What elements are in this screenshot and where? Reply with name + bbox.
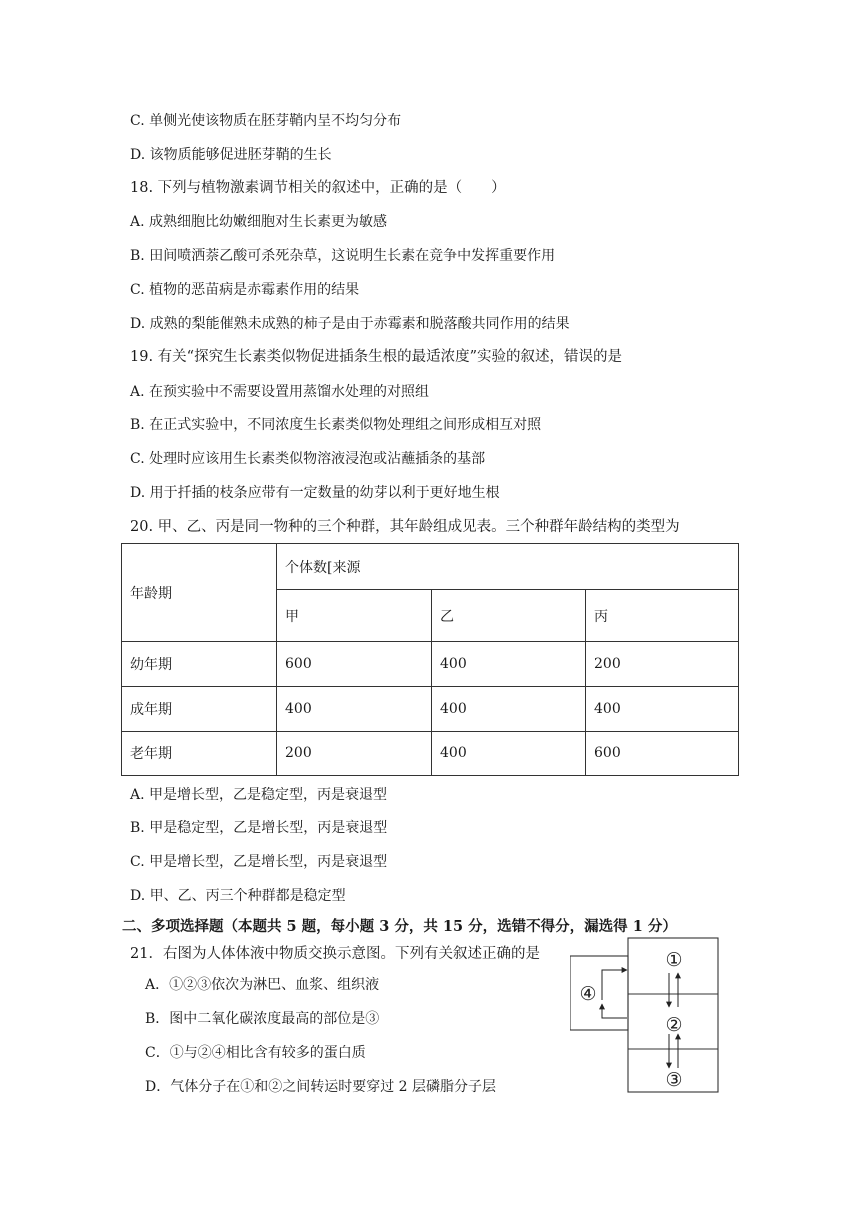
q21-option-c: C．①与②④相比含有较多的蛋白质 bbox=[145, 1045, 366, 1061]
table-cell: 600 bbox=[277, 642, 432, 686]
table-group-header: 个体数[来源 bbox=[277, 544, 739, 590]
q18-option-c: C. 植物的恶苗病是赤霉素作用的结果 bbox=[130, 282, 360, 298]
q18-option-b: B. 田间喷洒萘乙酸可杀死杂草，这说明生长素在竞争中发挥重要作用 bbox=[130, 248, 556, 264]
table-cell: 400 bbox=[432, 731, 586, 775]
q21-option-d: D．气体分子在①和②之间转运时要穿过 2 层磷脂分子层 bbox=[145, 1079, 497, 1095]
q18-option-d: D. 成熟的梨能催熟未成熟的柿子是由于赤霉素和脱落酸共同作用的结果 bbox=[130, 316, 570, 332]
table-cell: 600 bbox=[586, 731, 739, 775]
arrow-4-to-1 bbox=[602, 970, 627, 1000]
q17-option-d: D. 该物质能够促进胚芽鞘的生长 bbox=[130, 147, 332, 163]
q19-stem: 19. 有关“探究生长素类似物促进插条生根的最适浓度”实验的叙述，错误的是 bbox=[130, 349, 622, 365]
q18-stem: 18. 下列与植物激素调节相关的叙述中，正确的是（ ） bbox=[130, 180, 506, 196]
q21-option-a: A．①②③依次为淋巴、血浆、组织液 bbox=[145, 977, 380, 993]
table-col-header: 乙 bbox=[432, 590, 586, 642]
table-cell: 400 bbox=[432, 686, 586, 731]
q18-option-a: A. 成熟细胞比幼嫩细胞对生长素更为敏感 bbox=[130, 214, 388, 230]
table-cell: 400 bbox=[432, 642, 586, 686]
table-cell: 400 bbox=[586, 686, 739, 731]
table-cell: 200 bbox=[277, 731, 432, 775]
q20-option-d: D. 甲、乙、丙三个种群都是稳定型 bbox=[130, 888, 346, 904]
q19-option-a: A. 在预实验中不需要设置用蒸馏水处理的对照组 bbox=[130, 384, 430, 400]
q20-option-b: B. 甲是稳定型，乙是增长型，丙是衰退型 bbox=[130, 820, 388, 836]
q20-stem: 20. 甲、乙、丙是同一物种的三个种群，其年龄组成见表。三个种群年龄结构的类型为 bbox=[130, 519, 680, 535]
q20-option-a: A. 甲是增长型，乙是稳定型，丙是衰退型 bbox=[130, 787, 388, 803]
diagram-label-4: ④ bbox=[579, 983, 597, 1005]
body-fluid-diagram bbox=[570, 936, 720, 1096]
table-row-label: 老年期 bbox=[122, 731, 277, 775]
q20-option-c: C. 甲是增长型，乙是增长型，丙是衰退型 bbox=[130, 854, 388, 870]
table-row-label: 幼年期 bbox=[122, 642, 277, 686]
table-row-label: 成年期 bbox=[122, 686, 277, 731]
q17-option-c: C. 单侧光使该物质在胚芽鞘内呈不均匀分布 bbox=[130, 113, 402, 129]
table-row bbox=[122, 686, 739, 731]
diagram-label-3: ③ bbox=[665, 1069, 683, 1091]
arrow-2-to-4 bbox=[602, 1004, 627, 1018]
q21-option-b: B．图中二氧化碳浓度最高的部位是③ bbox=[145, 1011, 380, 1027]
q19-option-d: D. 用于扦插的枝条应带有一定数量的幼芽以利于更好地生根 bbox=[130, 485, 500, 501]
table-cell: 400 bbox=[277, 686, 432, 731]
table-row-header: 年龄期 bbox=[122, 544, 277, 642]
age-structure-table bbox=[121, 543, 739, 776]
q19-option-c: C. 处理时应该用生长素类似物溶液浸泡或沾蘸插条的基部 bbox=[130, 451, 486, 467]
q19-option-b: B. 在正式实验中，不同浓度生长素类似物处理组之间形成相互对照 bbox=[130, 417, 542, 433]
diagram-label-2: ② bbox=[665, 1014, 683, 1036]
table-row bbox=[122, 731, 739, 775]
table-col-header: 丙 bbox=[586, 590, 739, 642]
table-row bbox=[122, 642, 739, 686]
diagram-label-1: ① bbox=[665, 949, 683, 971]
section-title: 二、多项选择题（本题共 5 题，每小题 3 分，共 15 分，选错不得分，漏选得 1 分） bbox=[122, 918, 677, 935]
table-cell: 200 bbox=[586, 642, 739, 686]
table-col-header: 甲 bbox=[277, 590, 432, 642]
q21-stem: 21．右图为人体体液中物质交换示意图。下列有关叙述正确的是 bbox=[130, 946, 540, 962]
